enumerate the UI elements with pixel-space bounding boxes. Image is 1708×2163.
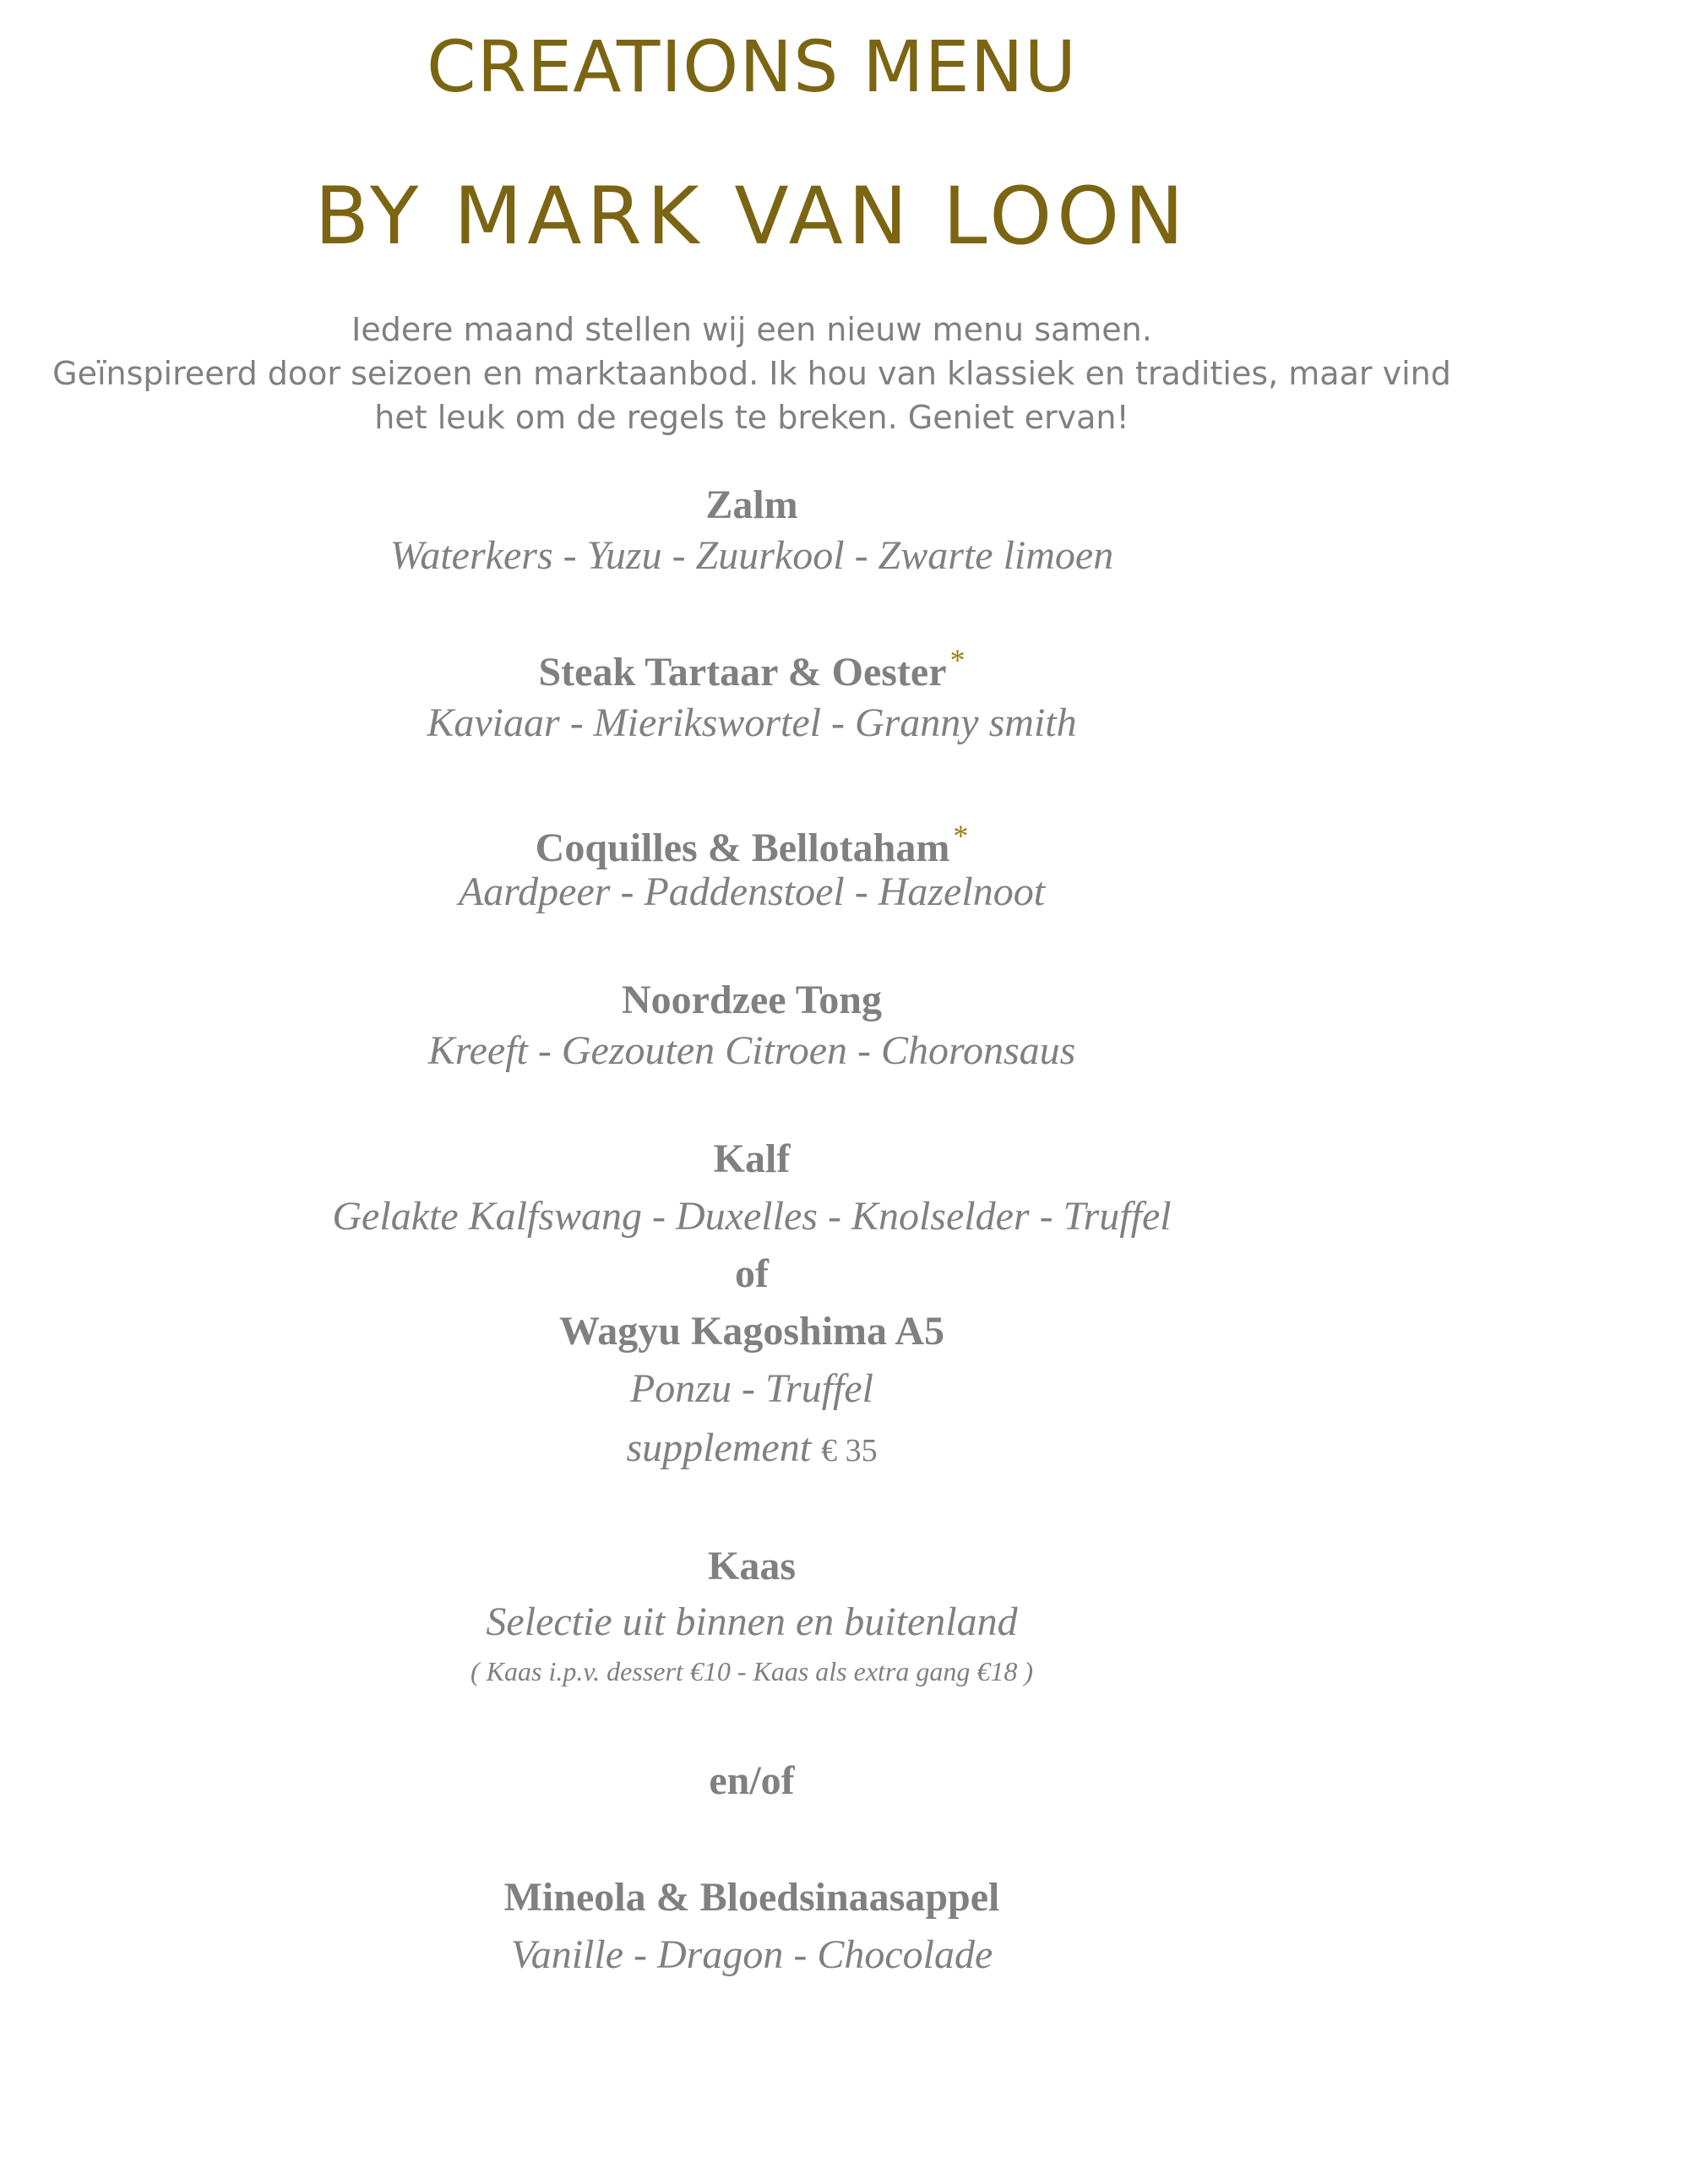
course-coquilles-description: Aardpeer - Paddenstoel - Hazelnoot xyxy=(458,869,1046,914)
course-kaas-name: Kaas xyxy=(707,1544,796,1588)
course-and-or-label: en/of xyxy=(709,1758,795,1803)
tartaar-asterisk: * xyxy=(949,643,966,677)
intro-line-2: Geïnspireerd door seizoen en marktaanbod. Ik hou van klassiek en tradities, maar vind xyxy=(52,355,1451,392)
intro-line-3: het leuk om de regels te breken. Geniet ervan! xyxy=(374,399,1129,436)
course-kalf-description: Gelakte Kalfswang - Duxelles - Knolselder - Truffel xyxy=(332,1194,1172,1239)
course-kalf-name: Kalf xyxy=(713,1136,791,1181)
supplement-label: supplement xyxy=(626,1425,812,1470)
course-or-label: of xyxy=(735,1251,769,1296)
course-tong-description: Kreeft - Gezouten Citroen - Choronsaus xyxy=(427,1028,1076,1073)
course-tong-name: Noordzee Tong xyxy=(621,978,882,1022)
course-tartaar-heading xyxy=(0,642,1504,695)
course-kaas-description: Selectie uit binnen en buitenland xyxy=(486,1599,1018,1644)
course-dessert-description: Vanille - Dragon - Chocolade xyxy=(510,1932,993,1977)
intro-line-1: Iedere maand stellen wij een nieuw menu samen. xyxy=(351,311,1152,348)
course-tartaar-name: Steak Tartaar & Oester xyxy=(538,650,947,695)
course-coquilles-heading xyxy=(0,818,1504,871)
course-wagyu-description: Ponzu - Truffel xyxy=(629,1366,874,1411)
course-tartaar-description: Kaviaar - Mierikswortel - Granny smith xyxy=(427,700,1077,745)
course-kaas-note: ( Kaas i.p.v. dessert €10 - Kaas als extra gang €18 ) xyxy=(470,1656,1034,1686)
course-zalm-name: Zalm xyxy=(705,482,798,527)
menu-subtitle: BY MARK VAN LOON xyxy=(314,171,1189,263)
course-dessert-name: Mineola & Bloedsinaasappel xyxy=(503,1875,1000,1920)
supplement-price: € 35 xyxy=(821,1433,878,1468)
course-zalm-description: Waterkers - Yuzu - Zuurkool - Zwarte limoen xyxy=(389,533,1114,578)
course-wagyu-name: Wagyu Kagoshima A5 xyxy=(558,1309,945,1354)
wagyu-supplement xyxy=(0,1425,1504,1471)
coquilles-asterisk: * xyxy=(953,819,969,853)
course-coquilles-name: Coquilles & Bellotaham xyxy=(535,825,950,870)
menu-title: CREATIONS MENU xyxy=(427,25,1077,108)
